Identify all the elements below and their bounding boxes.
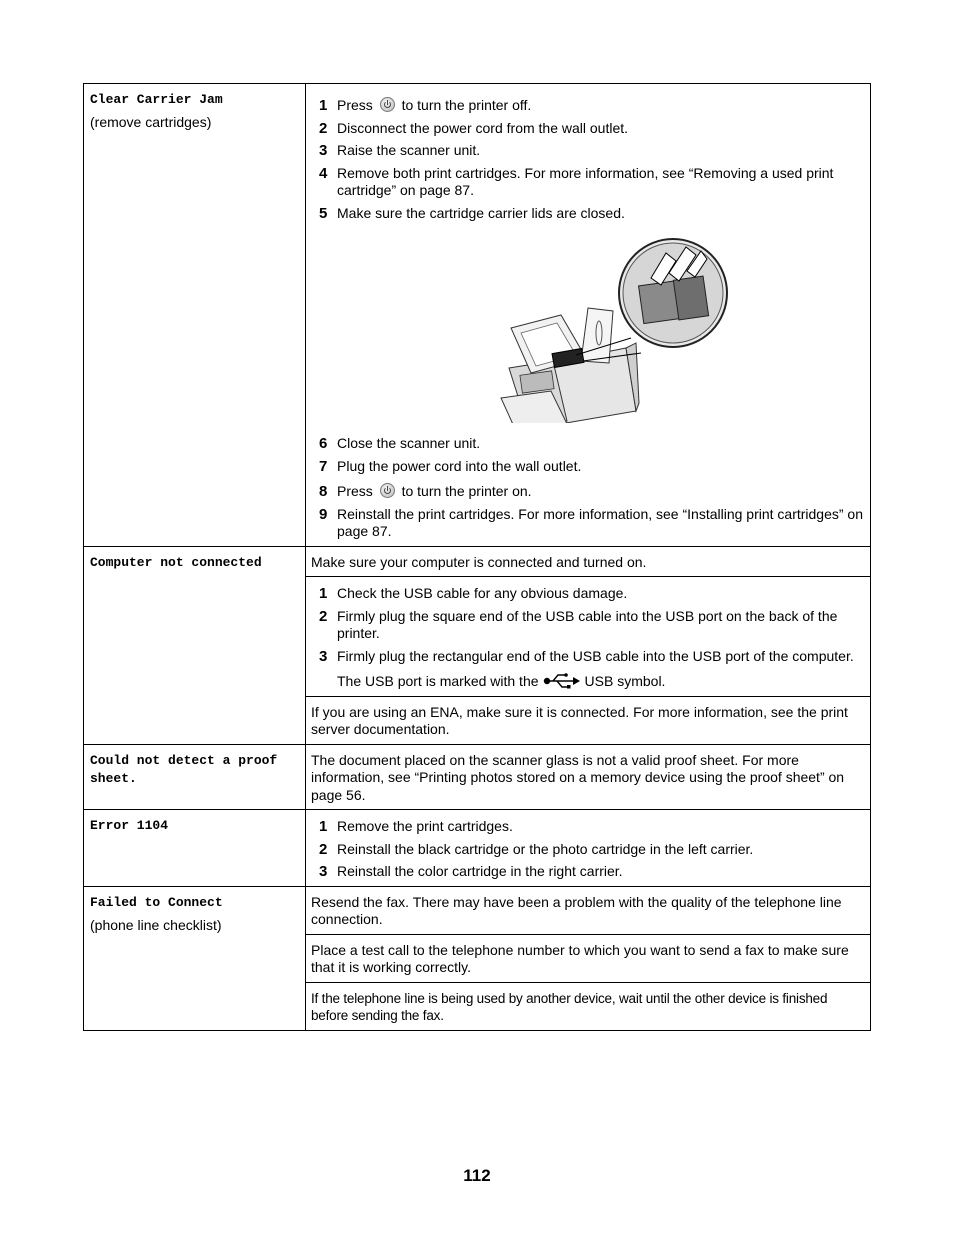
table-row [84,84,871,547]
list-item: 2 Reinstall the black cartridge or the photo cartridge in the left carrier. [319,840,754,858]
message-cell [84,84,306,547]
page-number: 112 [463,1166,491,1185]
message-cell [84,546,306,744]
error-message-code: Failed to Connect [90,894,223,910]
solution-paragraph: The document placed on the scanner glass is not a valid proof sheet. For more information, see “Printing photos stored on a memory device using the proof sheet” on page 56. [311,751,845,803]
list-item: 2 Firmly plug the square end of the USB cable into the USB port on the back of the printer. [319,607,838,641]
solution-cell [306,84,871,547]
solution-cell [306,546,871,744]
solution-cell [306,810,871,887]
error-message-code: Could not detect a proof sheet. [90,752,278,786]
list-item: 2 Disconnect the power cord from the wall outlet. [319,119,629,137]
list-item: 3 Raise the scanner unit. [319,142,481,159]
list-item: 8 Press to turn the printer on. [319,483,532,500]
printer-cartridge-icon [491,233,731,423]
solution-paragraph: If you are using an ENA, make sure it is connected. For more information, see the print server documentation. [306,696,870,744]
table-row [84,546,871,744]
error-message-code: Clear Carrier Jam [90,92,223,107]
list-item: 1 Check the USB cable for any obvious damage. [319,585,628,602]
table-row [84,810,871,887]
list-item: 6 Close the scanner unit. [319,435,481,452]
list-item: 1 Remove the print cartridges. [319,818,513,835]
solution-cell [306,886,871,1030]
step-list [311,435,864,541]
error-message-code: Computer not connected [90,554,262,570]
solution-paragraph: Resend the fax. There may have been a problem with the quality of the telephone line connection. [311,893,842,927]
message-cell [84,886,306,1030]
message-cell [84,744,306,810]
solution-paragraph: Place a test call to the telephone number to which you want to send a fax to make sure that it is working correctly. [306,934,870,982]
error-message-subtitle: (remove cartridges) [90,114,212,130]
error-message-code: Error 1104 [90,818,169,833]
usb-symbol-icon [543,673,581,689]
step-list [311,97,864,222]
power-button-icon [380,97,395,112]
list-item: 4 Remove both print cartridges. For more information, see “Removing a used print cartridge” on page 87. [319,164,834,198]
printer-illustration [311,227,864,432]
list-item: 9 Reinstall the print cartridges. For more information, see “Installing print cartridges” on page 87. [319,505,863,539]
error-message-subtitle: (phone line checklist) [90,916,222,933]
solution-paragraph: Make sure your computer is connected and turned on. [311,553,647,570]
table-row [84,744,871,810]
troubleshooting-table [83,83,871,1031]
table-row [84,886,871,1030]
power-button-icon [380,483,395,498]
solution-paragraph: If the telephone line is being used by another device, wait until the other device is finished before sending the fax. [306,982,870,1030]
step-list [311,585,864,691]
list-item: 5 Make sure the cartridge carrier lids are closed. [319,204,625,222]
step-list [311,818,864,881]
list-item: 3 Reinstall the color cartridge in the right carrier. [319,863,623,880]
list-item: 7 Plug the power cord into the wall outlet. [319,457,582,475]
solution-cell [306,744,871,810]
list-item: 3 Firmly plug the rectangular end of the USB cable into the USB port of the computer. The USB port is marked with the USB symbol. [319,647,854,689]
message-cell [84,810,306,887]
list-item: 1 Press to turn the printer off. [319,97,532,114]
